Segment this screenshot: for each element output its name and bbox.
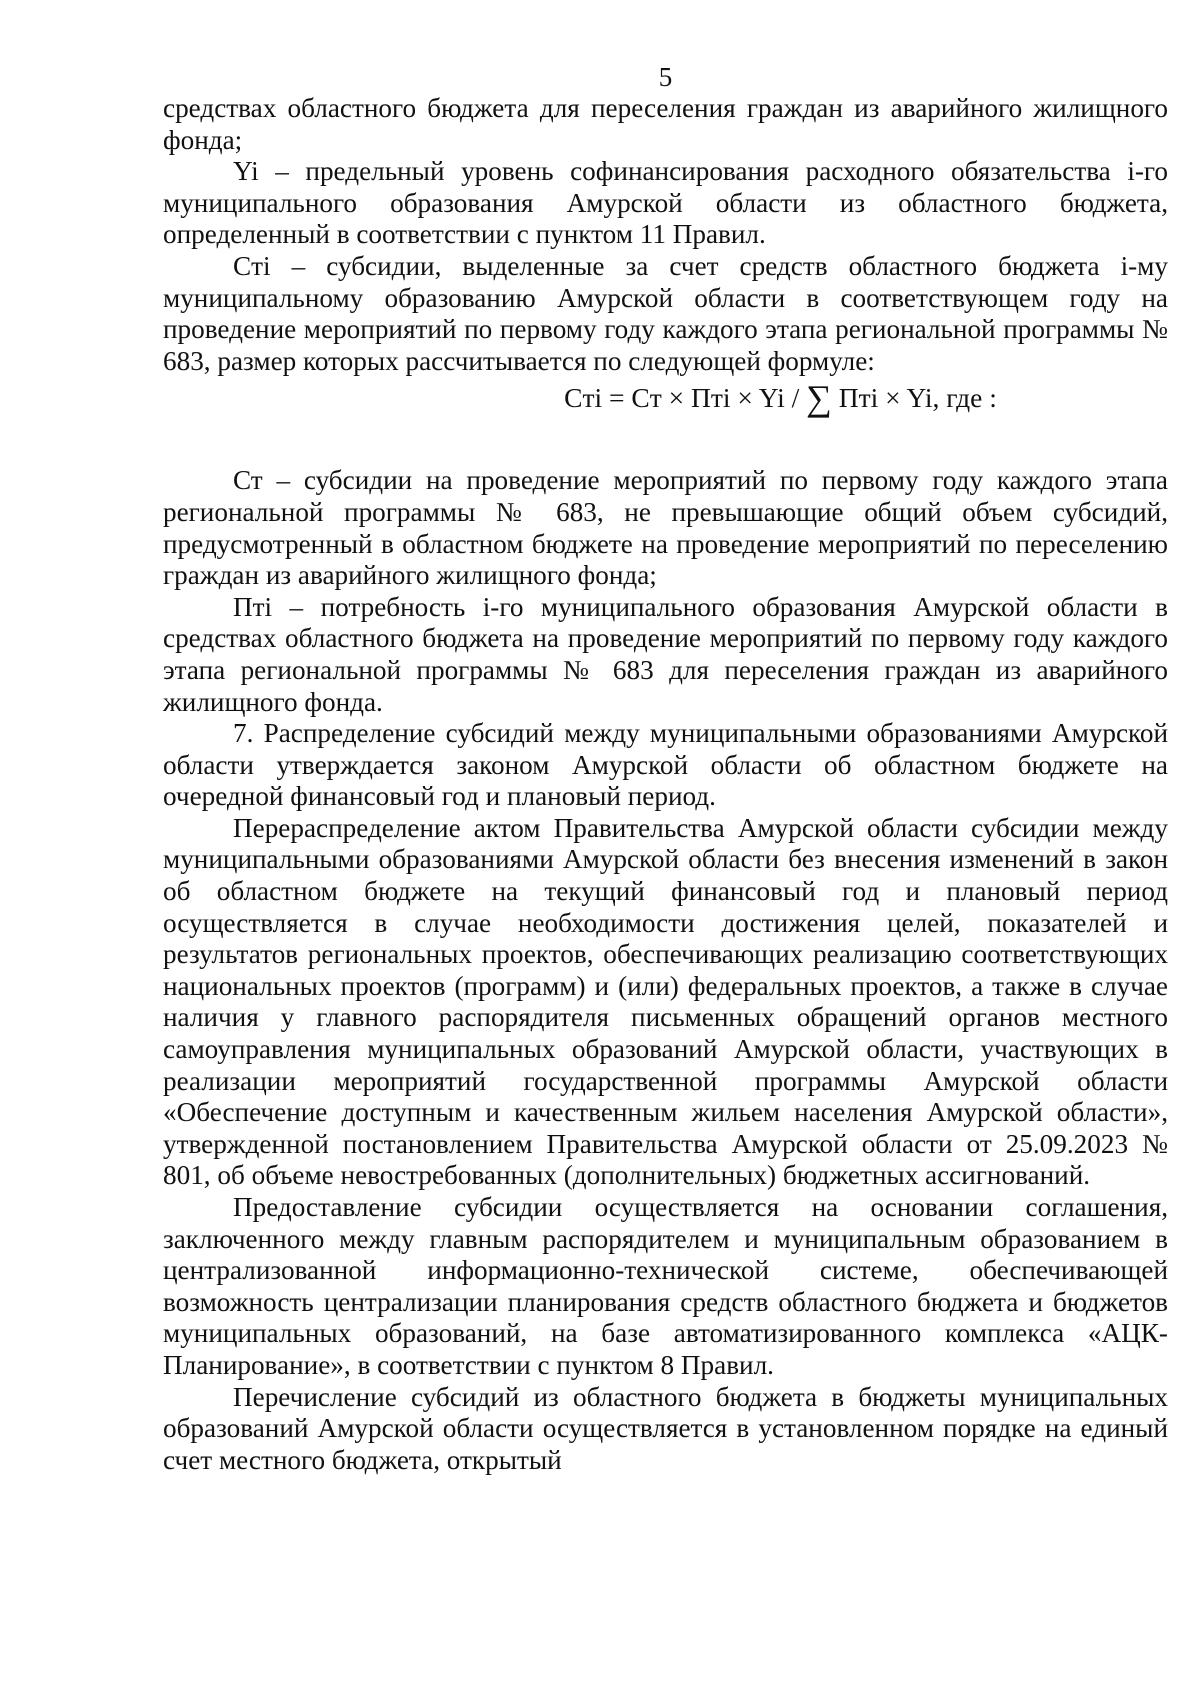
paragraph-pti-definition: Птi – потребность i-го муниципального образования Амурской области в средствах областного бюджета на проведение мероприятий по первому году каждого этапа региональной программы № 683 для переселения граждан из аварийного жилищного фонда. [163, 591, 1168, 717]
paragraph-yi-definition: Yi – предельный уровень софинансирования расходного обязательства i-го муниципального образования Амурской области из областного бюджета, определенный в соответствии с пунктом 11 Правил. [163, 156, 1168, 250]
formula-left: Cтi = Cт × Птi × Yi / [564, 382, 807, 414]
paragraph-cti-definition: Cтi – субсидии, выделенные за счет средств областного бюджета i-му муниципальному образованию Амурской области в соответствующем году на проведение мероприятий по первому году каждого этапа региональной программы № 683, размер которых рассчитывается по следующей формуле: [163, 250, 1168, 376]
page-number: 5 [658, 62, 673, 92]
document-page [163, 62, 1168, 1476]
sum-symbol: ∑ [806, 378, 832, 419]
formula-right: Птi × Yi, где : [831, 382, 997, 414]
paragraph-ct-definition: Ст – субсидии на проведение мероприятий по первому году каждого этапа региональной программы № 683, не превышающие общий объем субсидий, предусмотренный в областном бюджете на проведение мероприятий по переселению граждан из аварийного жилищного фонда; [163, 465, 1168, 591]
paragraph-agreement: Предоставление субсидии осуществляется на основании соглашения, заключенного между главным распорядителем и муниципальным образованием в централизованной информационно-технической системе, обеспечивающей возможность централизации планирования средств областного бюджета и бюджетов муниципальных образований, на базе автоматизированного комплекса «АЦК-Планирование», в соответствии с пунктом 8 Правил. [163, 1192, 1168, 1380]
subsidy-formula [163, 379, 1168, 417]
paragraph-continuation: средствах областного бюджета для переселения граждан из аварийного жилищного фонда; [163, 93, 1168, 155]
paragraph-transfer: Перечисление субсидий из областного бюджета в бюджеты муниципальных образований Амурской области осуществляется в установленном порядке на единый счет местного бюджета, открытый [163, 1381, 1168, 1475]
paragraph-redistribution: Перераспределение актом Правительства Амурской области субсидии между муниципальными образованиями Амурской области без внесения изменений в закон об областном бюджете на текущий финансовый год и плановый период осуществляется в случае необходимости достижения целей, показателей и результатов региональных проектов, обеспечивающих реализацию соответствующих национальных проектов (программ) и (или) федеральных проектов, а также в случае наличия у главного распорядителя письменных обращений органов местного самоуправления муниципальных образований Амурской области, участвующих в реализации мероприятий государственной программы Амурской области «Обеспечение доступным и качественным жильем населения Амурской области», утвержденной постановлением Правительства Амурской области от 25.09.2023 № 801, об объеме невостребованных (дополнительных) бюджетных ассигнований. [163, 812, 1168, 1191]
paragraph-item-7: 7. Распределение субсидий между муниципальными образованиями Амурской области утверждается законом Амурской области об областном бюджете на очередной финансовый год и плановый период. [163, 718, 1168, 812]
